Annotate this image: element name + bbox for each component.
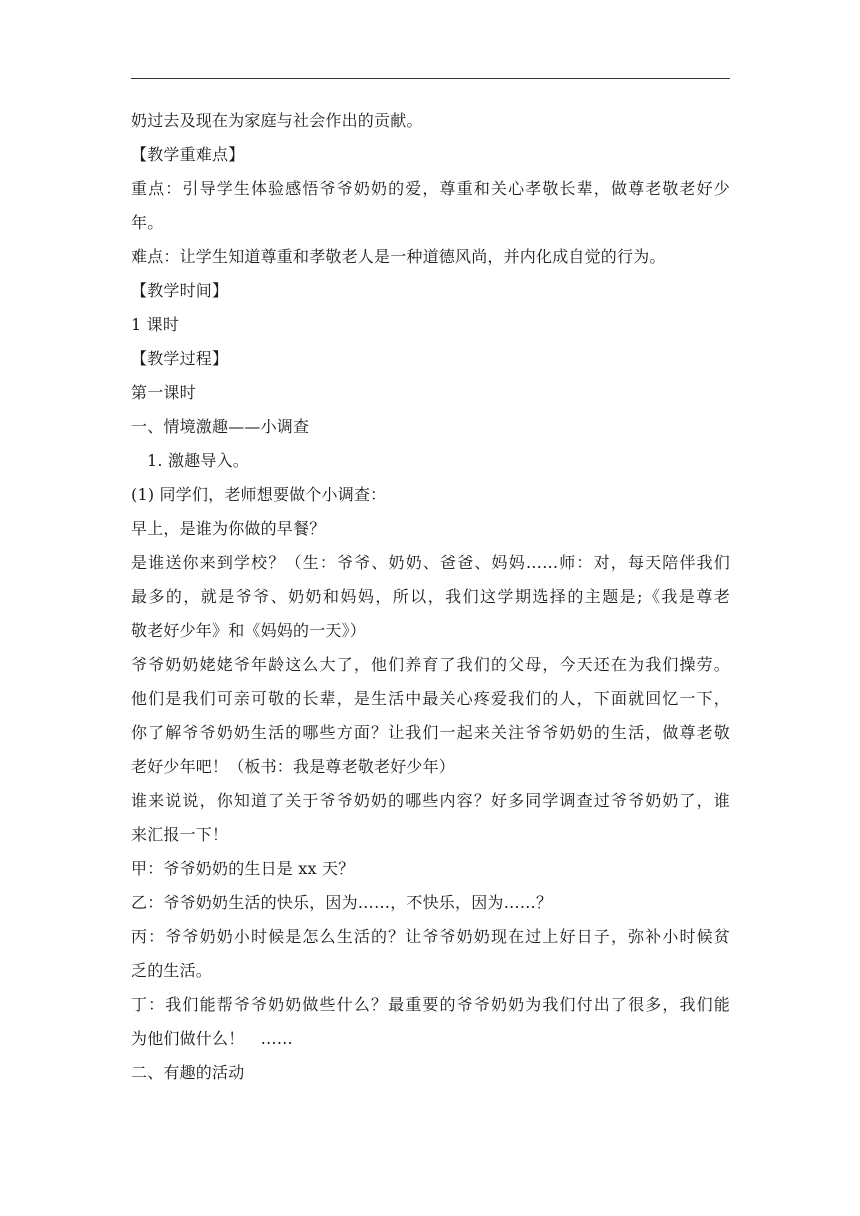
- paragraph-line: 丙：爷爷奶奶小时候是怎么生活的？让爷爷奶奶现在过上好日子，弥补小时候贫: [131, 927, 730, 946]
- paragraph-line: 是谁送你来到学校？（生：爷爷、奶奶、爸爸、妈妈……师：对，每天陪伴我们: [131, 553, 730, 572]
- section-heading-process: 【教学过程】: [131, 349, 229, 368]
- paragraph-line: 爷爷奶奶姥姥爷年龄这么大了，他们养育了我们的父母，今天还在为我们操劳。: [131, 655, 730, 674]
- paragraph-line: 谁来说说，你知道了关于爷爷奶奶的哪些内容？好多同学调查过爷爷奶奶了，谁: [131, 791, 730, 810]
- section-heading-time: 【教学时间】: [131, 281, 229, 300]
- lesson-heading: 第一课时: [131, 383, 196, 402]
- document-body: [131, 104, 730, 1090]
- paragraph-line: 来汇报一下！: [131, 825, 229, 844]
- paragraph-line: 老好少年吧！（板书：我是尊老敬老好少年）: [131, 757, 456, 776]
- subsection-heading: 一、情境激趣——小调查: [131, 417, 310, 436]
- paragraph-line: 乏的生活。: [131, 961, 213, 980]
- paragraph-line: 1 课时: [131, 315, 180, 334]
- paragraph-line: 甲：爷爷奶奶的生日是 xx 天？: [131, 859, 355, 878]
- paragraph-line: 你了解爷爷奶奶生活的哪些方面？让我们一起来关注爷爷奶奶的生活，做尊老敬: [131, 723, 730, 742]
- paragraph-line: 早上，是谁为你做的早餐？: [131, 519, 326, 538]
- subsection-heading: 二、有趣的活动: [131, 1063, 245, 1082]
- paragraph-line: 他们是我们可亲可敬的长辈，是生活中最关心疼爱我们的人，下面就回忆一下，: [131, 689, 730, 708]
- paragraph-line: 为他们做什么！ ……: [131, 1029, 294, 1048]
- paragraph-line: 最多的，就是爷爷、奶奶和妈妈，所以，我们这学期选择的主题是;《我是尊老: [131, 587, 730, 606]
- paragraph-line: 敬老好少年》和《妈妈的一天》）: [131, 621, 367, 640]
- header-rule: [131, 78, 730, 79]
- paragraph-line: 年。: [131, 213, 164, 232]
- list-item: 1. 激趣导入。: [147, 451, 249, 470]
- paragraph-line: 重点：引导学生体验感悟爷爷奶奶的爱，尊重和关心孝敬长辈，做尊老敬老好少: [131, 179, 730, 198]
- paragraph-line: 奶过去及现在为家庭与社会作出的贡献。: [131, 111, 423, 130]
- paragraph-line: (1) 同学们，老师想要做个小调查：: [131, 485, 387, 504]
- section-heading-key-points: 【教学重难点】: [131, 145, 245, 164]
- paragraph-line: 乙：爷爷奶奶生活的快乐，因为……，不快乐，因为……？: [131, 893, 553, 912]
- paragraph-line: 丁：我们能帮爷爷奶奶做些什么？最重要的爷爷奶奶为我们付出了很多，我们能: [131, 995, 730, 1014]
- paragraph-line: 难点：让学生知道尊重和孝敬老人是一种道德风尚，并内化成自觉的行为。: [131, 247, 666, 266]
